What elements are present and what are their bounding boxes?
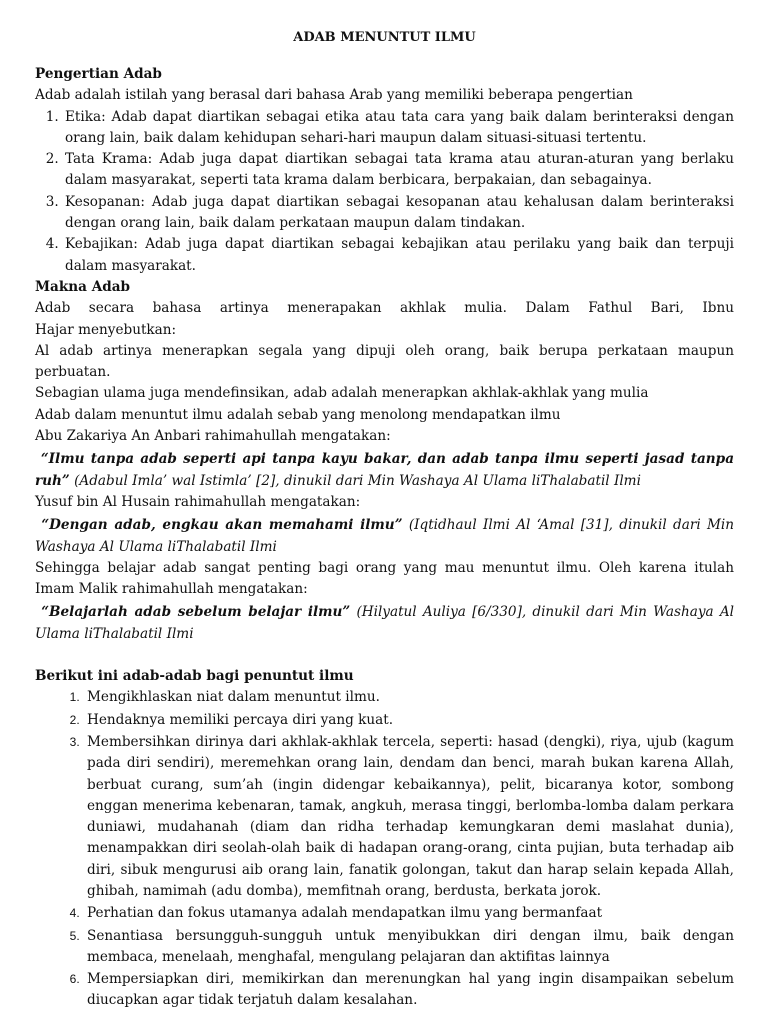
heading-adab-penuntut-ilmu: Berikut ini adab-adab bagi penuntut ilmu — [35, 668, 354, 685]
section-spacer — [35, 645, 734, 666]
heading-makna-adab: Makna Adab — [35, 278, 131, 295]
quote-1-text: “Ilmu tanpa adab seperti api tanpa kayu bakar, dan adab tanpa ilmu seperti jasad tanpa ruh” — [35, 451, 734, 489]
makna-paragraph-line2: Hajar menyebutkan: — [35, 321, 177, 338]
adab-list — [35, 687, 734, 1011]
makna-paragraph-7: Sehingga belajar adab sangat penting bagi orang yang mau menuntut ilmu. Oleh karena itulah Imam Malik rahimahullah mengatakan: — [35, 559, 734, 598]
quote-1-source: (Adabul Imla’ wal Istimla’ [2], dinukil dari Min Washaya Al Ulama liThalabatil Ilmi — [69, 472, 641, 489]
adab-item: 3. Membersihkan dirinya dari akhlak-akhlak tercela, seperti: hasad (dengki), riya, ujub (kagum pada diri sendiri), meremehkan orang lain, dendam dan benci, marah bukan karena Allah, berbuat curang, sum’ah (ingin didengar kebaikannya), pelit, bicaranya kotor, sombong enggan menerima kebenaran, tamak, angkuh, merasa tinggi, berlomba-lomba dalam perkara duniawi, mudahanah (diam dan ridha terhadap kemungkaran demi maslahat dunia), menampakkan diri seolah-olah baik di hadapan orang-orang, cinta pujian, buta terhadap aib diri, sibuk mengurusi aib orang lain, fanatik golongan, takut dan harap selain kepada Allah, ghibah, namimah (adu domba), memfitnah orang, berdusta, berkata jorok. — [83, 732, 734, 902]
quote-2 — [35, 515, 734, 558]
quote-2-source: (Iqtidhaul Ilmi Al ‘Amal [31], dinukil dari Min Washaya Al Ulama liThalabatil Ilmi — [35, 517, 735, 555]
quote-1 — [35, 449, 734, 492]
makna-paragraph-2: Al adab artinya menerapkan segala yang dipuji oleh orang, baik berupa perkataan maupun perbuatan. — [35, 342, 734, 381]
makna-paragraph-5: Abu Zakariya An Anbari rahimahullah mengatakan: — [35, 428, 391, 445]
definition-item: 1. Etika: Adab dapat diartikan sebagai etika atau tata cara yang baik dalam berinteraksi dengan orang lain, baik dalam kehidupan sehari-hari maupun dalam situasi-situasi tertentu. — [63, 107, 734, 150]
makna-paragraph-3: Sebagian ulama juga mendefinsikan, adab adalah menerapkan akhlak-akhlak yang mulia — [35, 385, 649, 402]
adab-item: 5. Senantiasa bersungguh-sungguh untuk menyibukkan diri dengan ilmu, baik dengan membaca, menelaah, menghafal, mengulang pelajaran dan aktifitas lainnya — [83, 926, 734, 969]
definition-list — [35, 107, 734, 277]
pengertian-intro: Adab adalah istilah yang berasal dari bahasa Arab yang memiliki beberapa pengertian — [35, 87, 633, 104]
definition-item: 3. Kesopanan: Adab juga dapat diartikan sebagai kesopanan atau kehalusan dalam berinteraksi dengan orang lain, baik dalam perkataan maupun dalam tindakan. — [63, 192, 734, 235]
adab-item: 4. Perhatian dan fokus utamanya adalah mendapatkan ilmu yang bermanfaat — [83, 903, 734, 924]
quote-3 — [35, 602, 734, 645]
document-title: ADAB MENUNTUT ILMU — [293, 30, 476, 45]
makna-paragraph-line1: Adab secara bahasa artinya menerapakan akhlak mulia. Dalam Fathul Bari, Ibnu — [35, 300, 734, 317]
makna-paragraph-4: Adab dalam menuntut ilmu adalah sebab yang menolong mendapatkan ilmu — [35, 406, 561, 423]
makna-paragraph-6: Yusuf bin Al Husain rahimahullah mengatakan: — [35, 493, 361, 510]
adab-item: 1. Mengikhlaskan niat dalam menuntut ilmu. — [83, 687, 734, 708]
quote-2-text: “Dengan adab, engkau akan memahami ilmu” — [41, 517, 403, 534]
definition-item: 4. Kebajikan: Adab juga dapat diartikan sebagai kebajikan atau perilaku yang baik dan terpuji dalam masyarakat. — [63, 234, 734, 277]
adab-item: 6. Mempersiapkan diri, memikirkan dan merenungkan hal yang ingin disampaikan sebelum diucapkan agar tidak terjatuh dalam kesalahan. — [83, 969, 734, 1012]
quote-3-source: (Hilyatul Auliya [6/330], dinukil dari Min Washaya Al Ulama liThalabatil Ilmi — [35, 604, 735, 642]
quote-3-text: “Belajarlah adab sebelum belajar ilmu” — [41, 604, 351, 621]
heading-pengertian-adab: Pengertian Adab — [35, 66, 162, 82]
definition-item: 2. Tata Krama: Adab juga dapat diartikan sebagai tata krama atau aturan-aturan yang berlaku dalam masyarakat, seperti tata krama dalam berbicara, berpakaian, dan sebagainya. — [63, 149, 734, 192]
adab-item: 2. Hendaknya memiliki percaya diri yang kuat. — [83, 710, 734, 731]
